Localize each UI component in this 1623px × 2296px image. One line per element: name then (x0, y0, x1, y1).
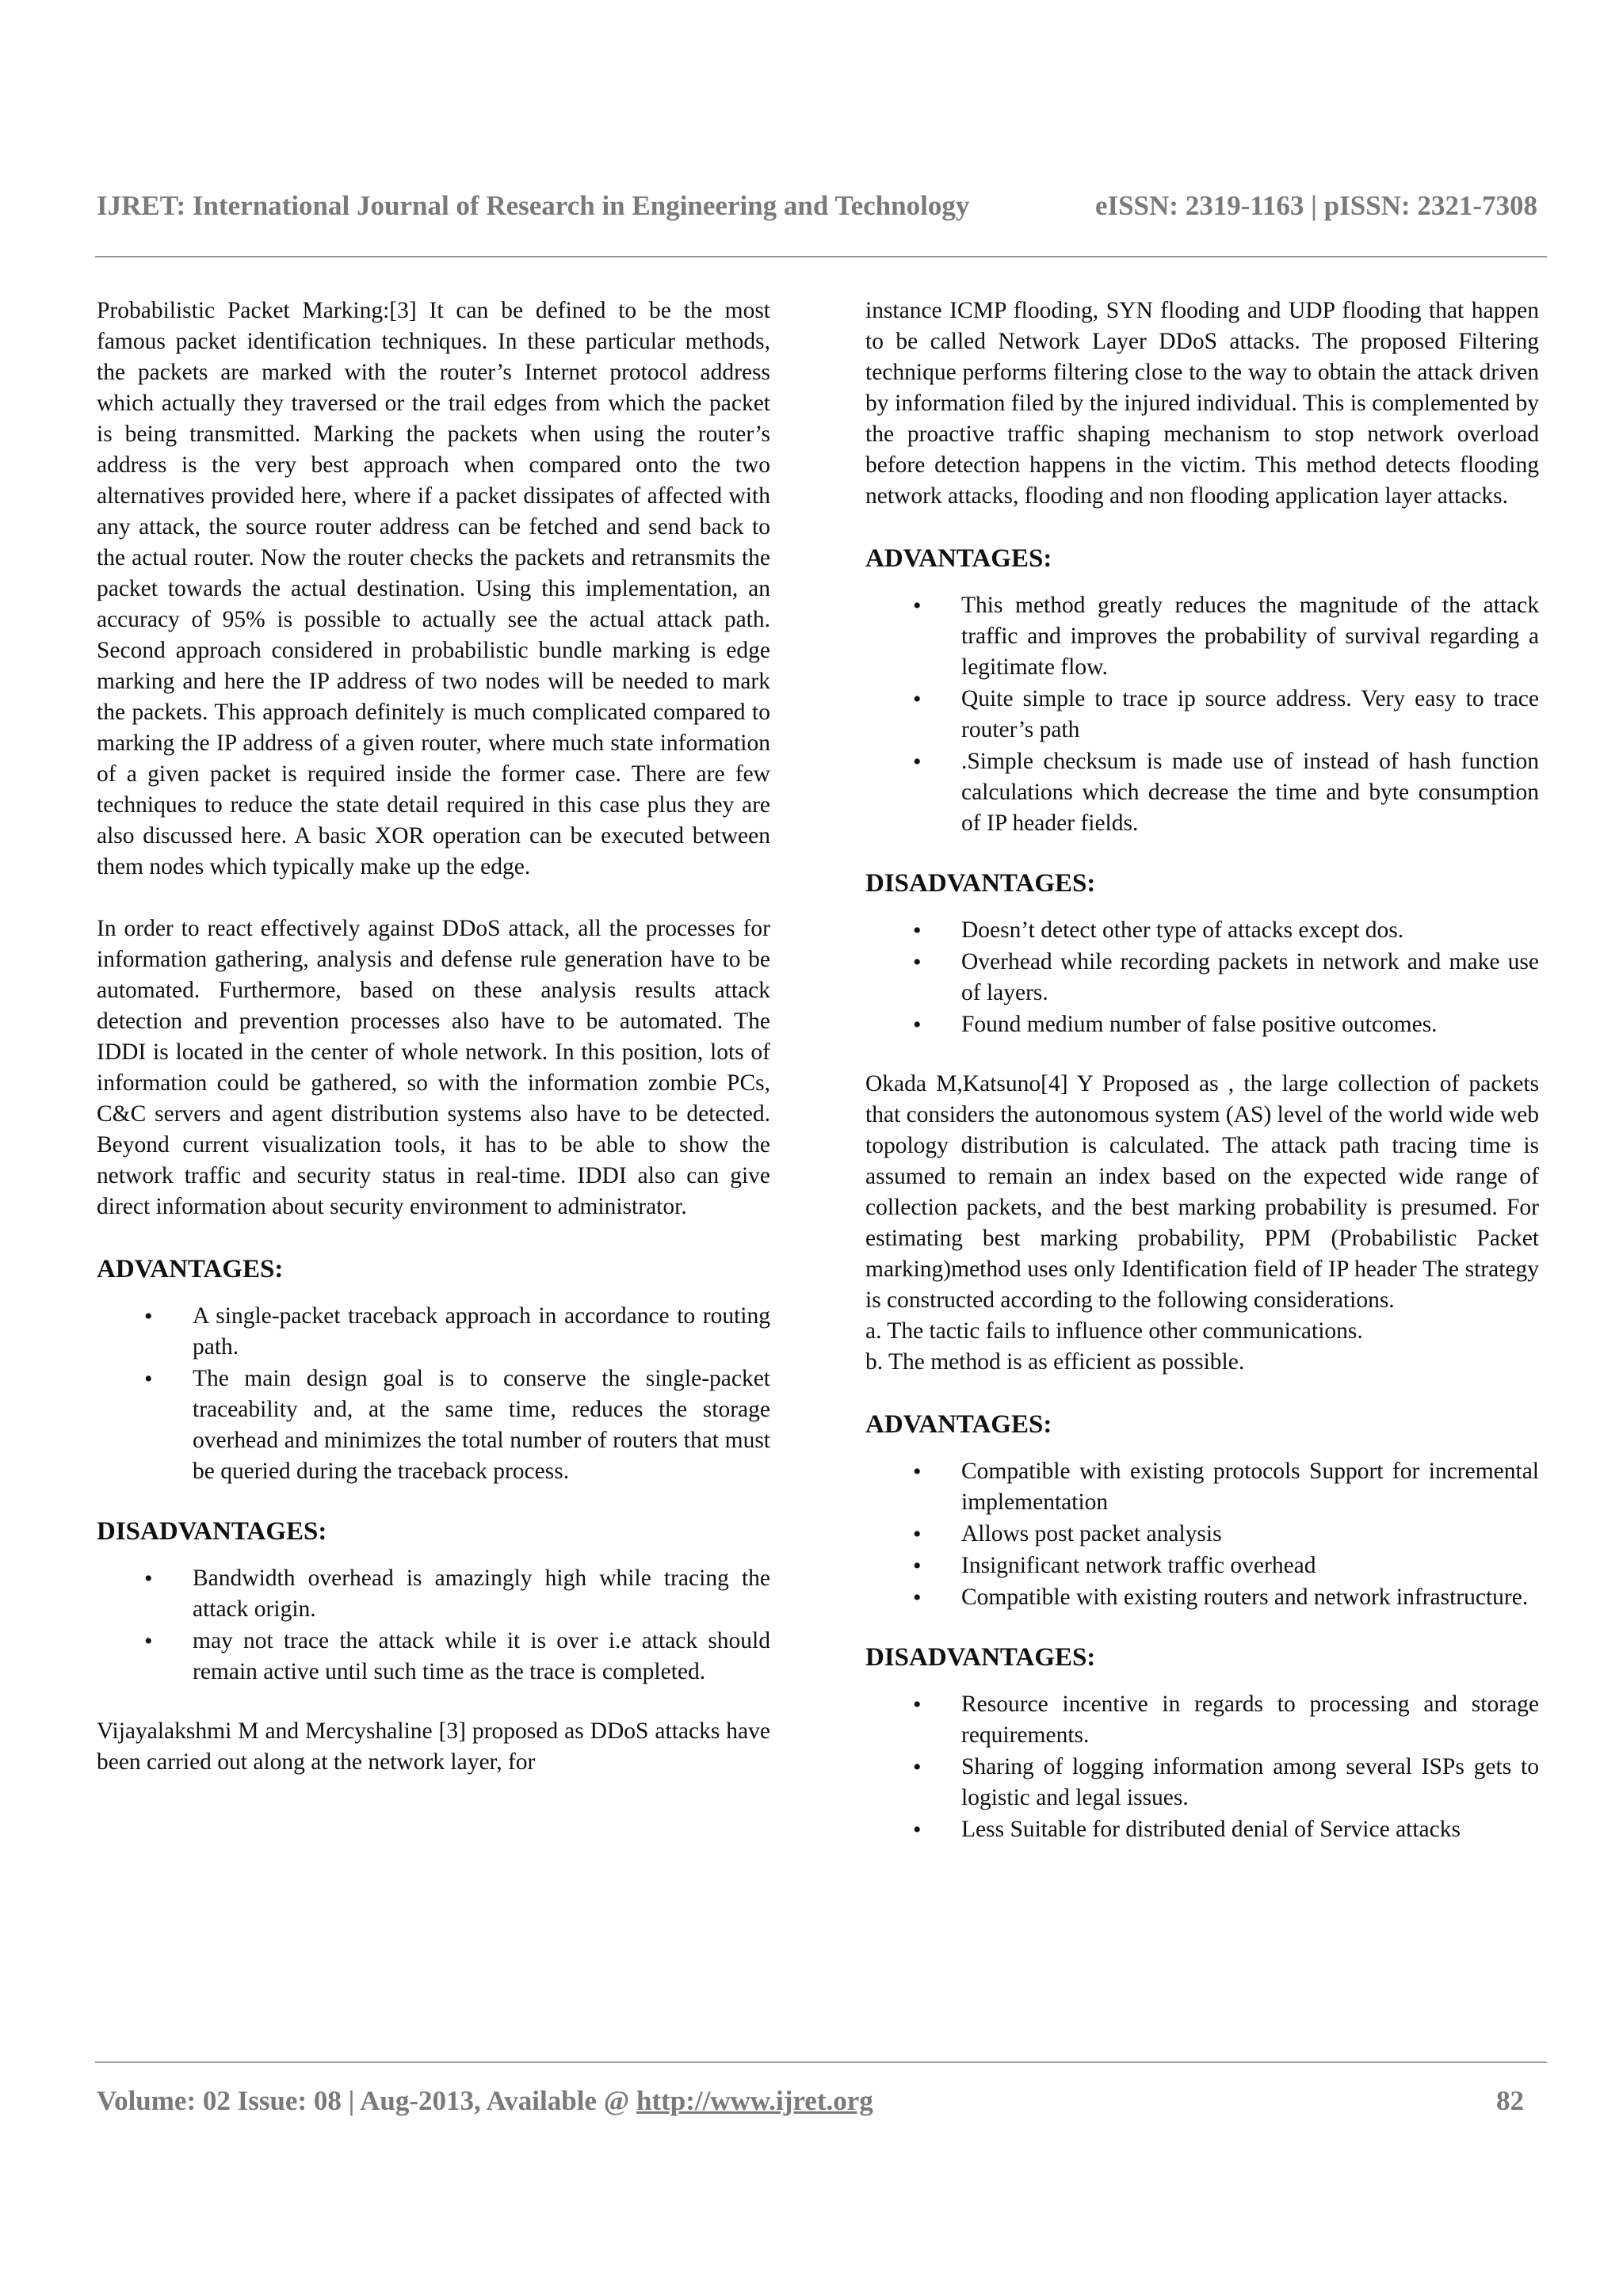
journal-link[interactable]: http://www.ijret.org (636, 2085, 873, 2116)
footer-rule (95, 2061, 1547, 2063)
list-item: • A single-packet traceback approach in accordance to routing path. (97, 1301, 770, 1363)
running-footer (97, 2085, 1523, 2117)
list-item: • Quite simple to trace ip source address. Very easy to trace router’s path (865, 684, 1539, 746)
advantages-heading: ADVANTAGES: (865, 544, 1052, 573)
list-item: • .Simple checksum is made use of instead of hash function calculations which decrease the time and byte consumption of IP header fields. (865, 746, 1539, 839)
bullet-icon: • (913, 1521, 922, 1547)
bullet-icon: • (913, 1553, 922, 1579)
paragraph-okada: Okada M,Katsuno[4] Y Proposed as , the large collection of packets that considers the autonomous system (AS) level of the world wide web topology distribution is calculated. The attack path tracing time is assumed to remain an index based on the expected wide range of collection packets, and the best marking probability is presumed. For estimating best marking probability, PPM (Probabilistic Packet marking)method uses only Identification field of IP header The strategy is constructed according to the following considerations. (865, 1071, 1539, 1313)
running-header (97, 190, 1537, 222)
disadvantages-heading: DISADVANTAGES: (865, 1643, 1096, 1672)
bullet-icon: • (913, 593, 922, 619)
advantages-heading: ADVANTAGES: (97, 1255, 284, 1283)
list-item: • may not trace the attack while it is over i.e attack should remain active until such time as the trace is completed. (97, 1626, 770, 1688)
advantages-list (865, 590, 1539, 839)
bullet-icon: • (144, 1366, 153, 1392)
bullet-icon: • (913, 1585, 922, 1611)
paragraph-ppm: Probabilistic Packet Marking:[3] It can be defined to be the most famous packet identification techniques. In these particular methods, the packets are marked with the router’s Internet protocol address which actually they traversed or the trail edges from which the packet is being transmitted. Marking the packets when using the router’s address is the very best approach when compared onto the two alternatives provided here, where if a packet dissipates of affected with any attack, the source router address can be fetched and send back to the actual router. Now the router checks the packets and retransmits the packet towards the actual destination. Using this implementation, an accuracy of 95% is possible to actually see the actual attack path. Second approach considered in probabilistic bundle marking is edge marking and here the IP address of two nodes will be needed to mark the packets. This approach definitely is much complicated compared to marking the IP address of a given router, where much state information of a given packet is required inside the former case. There are few techniques to reduce the state detail required in this case plus they are also discussed here. A basic XOR operation can be executed between them nodes which typically make up the edge. (97, 298, 770, 879)
list-item: • Compatible with existing protocols Support for incremental implementation (865, 1456, 1539, 1518)
disadvantages-heading: DISADVANTAGES: (865, 869, 1096, 898)
list-item: • Found medium number of false positive outcomes. (865, 1009, 1539, 1040)
bullet-icon: • (913, 949, 922, 975)
list-item: • Compatible with existing routers and network infrastructure. (865, 1582, 1539, 1613)
list-item: • Doesn’t detect other type of attacks except dos. (865, 915, 1539, 946)
list-item: • Insignificant network traffic overhead (865, 1550, 1539, 1581)
paragraph-vijayalakshmi: Vijayalakshmi M and Mercyshaline [3] proposed as DDoS attacks have been carried out along at the network layer, for (97, 1718, 770, 1775)
list-item: • Allows post packet analysis (865, 1519, 1539, 1550)
page-number: 82 (1496, 2085, 1524, 2116)
bullet-icon: • (144, 1628, 153, 1654)
bullet-icon: • (913, 1012, 922, 1038)
list-item: • Less Suitable for distributed denial of Service attacks (865, 1814, 1539, 1845)
list-item: • This method greatly reduces the magnitude of the attack traffic and improves the probability of survival regarding a legitimate flow. (865, 590, 1539, 683)
bullet-icon: • (913, 1459, 922, 1485)
disadvantages-list (865, 915, 1539, 1040)
header-rule (95, 256, 1547, 257)
paragraph-iddi: In order to react effectively against DDoS attack, all the processes for information gathering, analysis and defense rule generation have to be automated. Furthermore, based on these analysis results attack detection and prevention processes also have to be automated. The IDDI is located in the center of whole network. In this position, lots of information could be gathered, so with the information zombie PCs, C&C servers and agent distribution systems also have to be detected. Beyond current visualization tools, it has to be able to show the network traffic and security status in real-time. IDDI also can give direct information about security environment to administrator. (97, 916, 770, 1219)
list-item: • Overhead while recording packets in network and make use of layers. (865, 947, 1539, 1009)
bullet-icon: • (144, 1303, 153, 1329)
advantages-list (97, 1301, 770, 1487)
list-item: • The main design goal is to conserve the single-packet traceability and, at the same time, reduces the storage overhead and minimizes the total number of routers that must be queried during the traceback process. (97, 1363, 770, 1487)
bullet-icon: • (913, 1754, 922, 1780)
consideration-b: b. The method is as efficient as possible. (865, 1349, 1245, 1375)
paragraph-filtering: instance ICMP flooding, SYN flooding and UDP flooding that happen to be called Network Layer DDoS attacks. The proposed Filtering technique performs filtering close to the way to obtain the attack driven by information filed by the injured individual. This is complemented by the proactive traffic shaping mechanism to stop network overload before detection happens in the victim. This method detects flooding network attacks, flooding and non flooding application layer attacks. (865, 298, 1539, 509)
disadvantages-list (865, 1689, 1539, 1845)
bullet-icon: • (913, 686, 922, 712)
advantages-list (865, 1456, 1539, 1613)
bullet-icon: • (913, 1817, 922, 1843)
right-column (865, 296, 1539, 1874)
left-column (97, 296, 770, 1809)
consideration-a: a. The tactic fails to influence other communications. (865, 1318, 1363, 1344)
list-item: • Sharing of logging information among several ISPs gets to logistic and legal issues. (865, 1752, 1539, 1814)
disadvantages-heading: DISADVANTAGES: (97, 1517, 327, 1546)
list-item: • Bandwidth overhead is amazingly high while tracing the attack origin. (97, 1563, 770, 1625)
journal-title: IJRET: International Journal of Research in Engineering and Technology (97, 190, 970, 221)
bullet-icon: • (913, 1691, 922, 1718)
advantages-heading: ADVANTAGES: (865, 1410, 1052, 1439)
bullet-icon: • (144, 1566, 153, 1592)
bullet-icon: • (913, 917, 922, 944)
bullet-icon: • (913, 749, 922, 775)
volume-info: Volume: 02 Issue: 08 | Aug-2013, Available @ (97, 2085, 637, 2116)
issn-info: eISSN: 2319-1163 | pISSN: 2321-7308 (1094, 190, 1537, 221)
list-item: • Resource incentive in regards to processing and storage requirements. (865, 1689, 1539, 1751)
disadvantages-list (97, 1563, 770, 1688)
